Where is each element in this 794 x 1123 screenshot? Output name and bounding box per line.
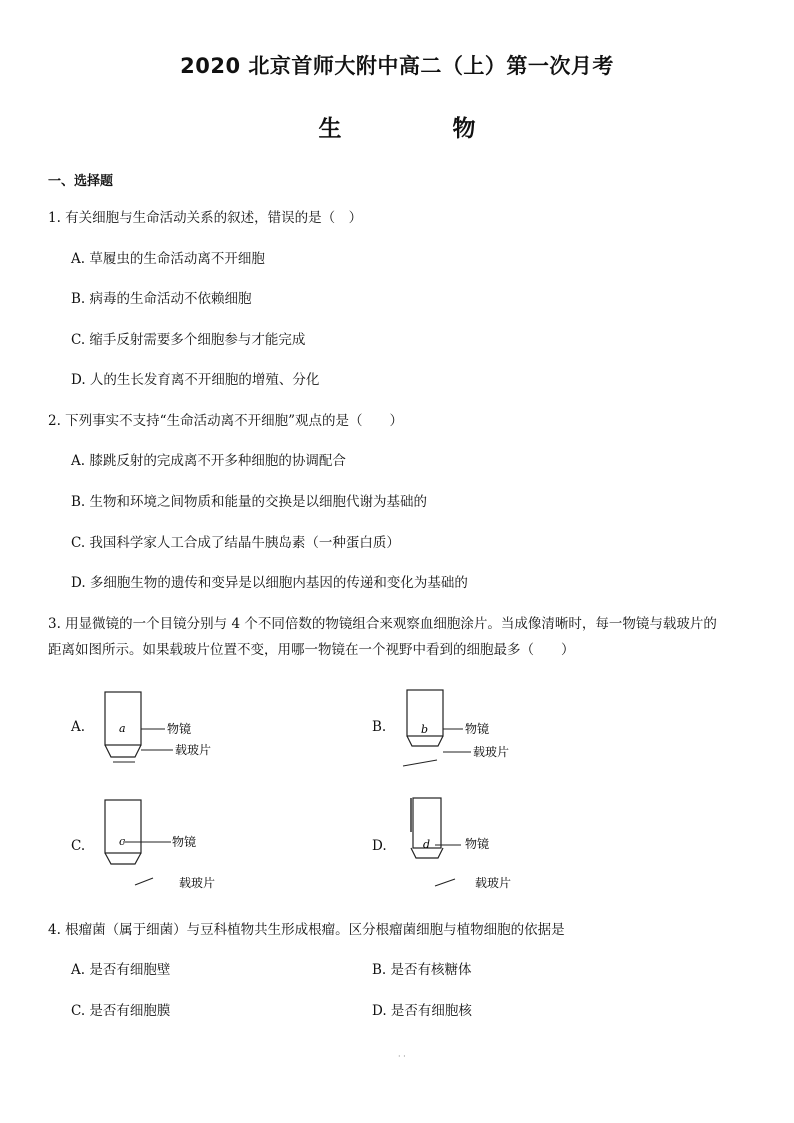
diagram-c-letter: c (119, 835, 126, 848)
diagram-c-objective-label: 物镜 (172, 835, 197, 849)
question-3-stem-line2: 距离如图所示。如果载玻片位置不变，用哪一物镜在一个视野中看到的细胞最多（ ） (48, 642, 575, 658)
question-1-option-b: B. 病毒的生命活动不依赖细胞 (71, 291, 252, 307)
page-title: 2020 北京首师大附中高二（上）第一次月考 (180, 54, 614, 78)
question-1-option-d: D. 人的生长发育离不开细胞的增殖、分化 (71, 372, 320, 388)
diagram-a-label: A. (71, 719, 86, 735)
question-4-option-c: C. 是否有细胞膜 (71, 1003, 171, 1019)
diagram-d-letter: d (423, 838, 431, 851)
section-heading: 一、选择题 (48, 174, 114, 189)
question-1-stem: 1. 有关细胞与生命活动关系的叙述，错误的是（ ） (48, 210, 363, 226)
question-2-option-b: B. 生物和环境之间物质和能量的交换是以细胞代谢为基础的 (71, 494, 428, 510)
diagram-b-label: B. (372, 719, 387, 735)
diagram-b-objective-label: 物镜 (465, 722, 490, 736)
question-2-option-d: D. 多细胞生物的遗传和变异是以细胞内基因的传递和变化为基础的 (71, 575, 468, 591)
question-4-option-d: D. 是否有细胞核 (372, 1003, 472, 1019)
question-1-option-a: A. 草履虫的生命活动离不开细胞 (71, 251, 265, 267)
question-2-option-c: C. 我国科学家人工合成了结晶牛胰岛素（一种蛋白质） (71, 535, 400, 551)
question-3-stem-line1: 3. 用显微镜的一个目镜分别与 4 个不同倍数的物镜组合来观察血细胞涂片。当成像清晰时，每一物镜与载玻片的 (48, 616, 717, 632)
diagram-c-microscope (95, 798, 265, 893)
diagram-a-letter: a (119, 722, 126, 735)
diagram-a-slide-label: 载玻片 (175, 743, 212, 757)
diagram-a-microscope (95, 690, 265, 770)
diagram-b-microscope (395, 688, 565, 773)
diagram-c-slide-label: 载玻片 (179, 876, 216, 890)
diagram-b-slide-label: 载玻片 (473, 745, 510, 759)
diagram-c-label: C. (71, 838, 86, 854)
diagram-d-label: D. (372, 838, 387, 854)
diagram-d-objective-label: 物镜 (465, 837, 490, 851)
subject-heading: 生 物 (318, 116, 520, 142)
diagram-a-objective-label: 物镜 (167, 722, 192, 736)
question-4-stem: 4. 根瘤菌（属于细菌）与豆科植物共生形成根瘤。区分根瘤菌细胞与植物细胞的依据是 (48, 922, 565, 938)
question-1-option-c: C. 缩手反射需要多个细胞参与才能完成 (71, 332, 306, 348)
diagram-b-letter: b (421, 723, 429, 736)
question-2-option-a: A. 膝跳反射的完成离不开多种细胞的协调配合 (71, 453, 346, 469)
question-4-option-b: B. 是否有核糖体 (372, 962, 472, 978)
diagram-d-slide-label: 载玻片 (475, 876, 512, 890)
question-2-stem: 2. 下列事实不支持“生命活动离不开细胞”观点的是（ ） (48, 413, 403, 429)
page-footer: · · (398, 1052, 406, 1061)
question-4-option-a: A. 是否有细胞壁 (71, 962, 171, 978)
diagram-d-microscope (395, 796, 565, 893)
